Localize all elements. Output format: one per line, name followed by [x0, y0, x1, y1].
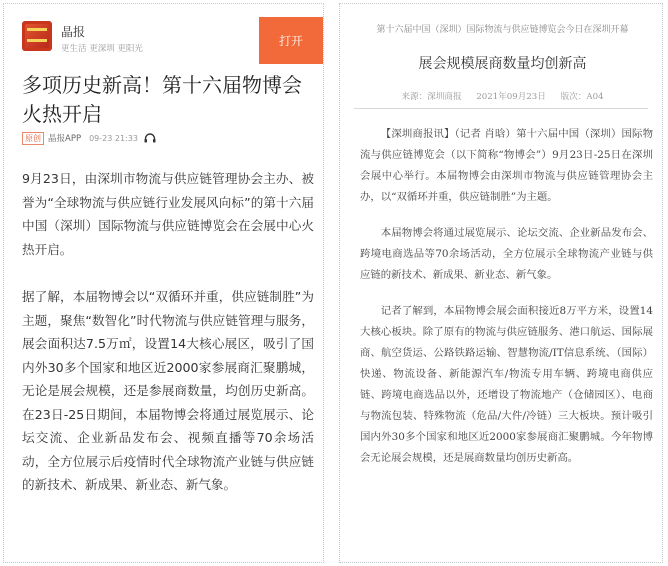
app-article-panel [3, 3, 324, 563]
original-badge: 原创 [22, 132, 44, 145]
app-logo-icon [22, 21, 52, 51]
app-slogan: 更生活 更深圳 更阳光 [61, 44, 143, 54]
headline: 展会规模展商数量均创新高 [418, 56, 587, 72]
headline-kicker: 第十六届中国（深圳）国际物流与供应链博览会今日在深圳开幕 [376, 25, 629, 35]
newspaper-body [360, 124, 653, 484]
article-title: 多项历史新高！第十六届物博会火热开启 [22, 73, 302, 126]
byline [345, 90, 660, 102]
article-paragraph: 据了解，本届物博会以“双循环并重，供应链制胜”为主题，聚焦“数智化”时代物流与供应链管理与服务，展会面积达7.5万㎡，设置14大核心展区，吸引了国内外30多个国家和地区近2000家参展商汇聚鹏城，无论是展会规模，还是参展商数量，均创历史新高。在23日-25日期间，本届物博会将通过展览展示、论坛交流、企业新品发布会、视频直播等70余场活动，全方位展示后疫情时代全球物流产业链与供应链的新技术、新成果、新业态、新气象。 [22, 289, 314, 492]
newspaper-panel [339, 3, 663, 563]
article-meta [22, 131, 156, 145]
article-time: 09-23 21:33 [89, 133, 138, 143]
newspaper-paragraph: 记者了解到，本届物博会展会面积接近8万平方米，设置14大核心板块。除了原有的物流与供应链服务、港口航运、国际展商、航空货运、公路铁路运输、智慧物流/IT信息系统、（国际）快递、物流设备、新能源汽车/物流专用车辆、跨境电商供应链、跨境电商选品以外，还增设了物流地产（仓储园区）、电商与物流包装、特殊物流（危品/大件/冷链）三大板块。预计吸引国内外30多个国家和地区近2000家参展商汇聚鹏城。今年物博会无论展会规模，还是展商数量均创历史新高。 [360, 305, 653, 464]
app-name: 晶报 [61, 25, 86, 39]
newspaper-paragraph: 本届物博会将通过展览展示、论坛交流、企业新品发布会、跨境电商选品等70余场活动，全方位展示全球物流产业链与供应链的新技术、新成果、新业态、新气象。 [360, 227, 653, 281]
headphones-icon[interactable] [144, 133, 156, 143]
divider [354, 108, 648, 109]
article-body [22, 167, 314, 521]
open-app-button[interactable]: 打开 [259, 17, 323, 64]
newspaper-paragraph: 【深圳商报讯】（记者 肖晗）第十六届中国（深圳）国际物流与供应链博览会（以下简称“物博会”）9月23日-25日在深圳会展中心举行。本届物博会由深圳市物流与供应链管理协会主办，以“双循环并重，供应链制胜”为主题。 [360, 128, 653, 203]
app-banner [4, 4, 323, 64]
byline-edition: 版次：A04 [560, 92, 604, 102]
article-source[interactable]: 晶报APP [48, 134, 82, 144]
article-paragraph: 9月23日，由深圳市物流与供应链管理协会主办、被誉为“全球物流与供应链行业发展风向标”的第十六届中国（深圳）国际物流与供应链博览会在会展中心火热开启。 [22, 171, 314, 257]
byline-date: 2021年09月23日 [476, 92, 546, 102]
byline-source: 来源：深圳商报 [401, 92, 462, 102]
